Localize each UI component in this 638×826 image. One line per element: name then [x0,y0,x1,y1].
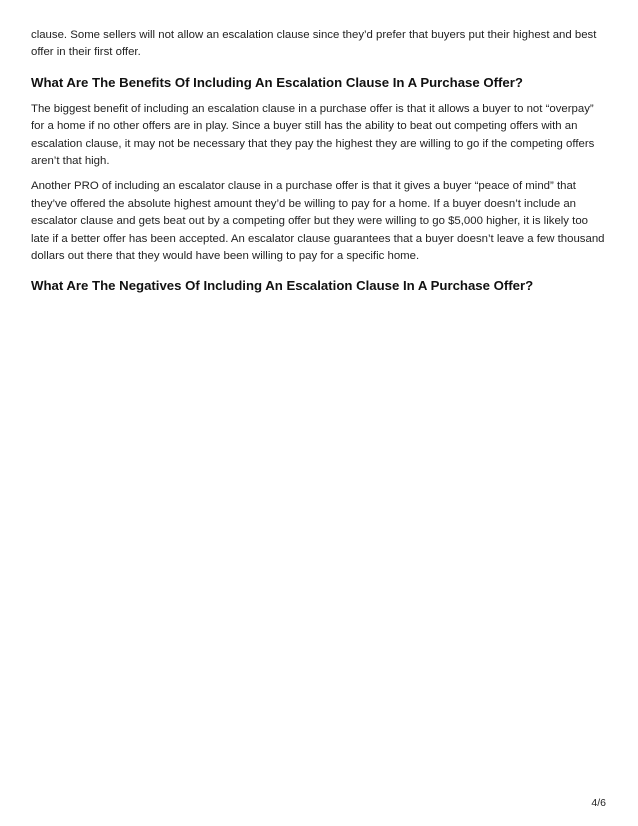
document-page [31,27,609,304]
page-number: 4/6 [591,797,606,809]
benefits-paragraph-2: Another PRO of including an escalator clause in a purchase offer is that it gives a buyer “peace of mind” that they’ve offered the absolute highest amount they’d be willing to pay for a home. If a buyer doesn’t include an escalator clause and gets beat out by a competing offer but they were willing to go $5,000 higher, it is likely too late if a better offer has been accepted. An escalator clause guarantees that a buyer doesn’t leave a few thousand dollars out there that they would have been willing to pay for a specific home. [31,180,605,263]
benefits-paragraph-1: The biggest benefit of including an escalation clause in a purchase offer is that it allows a buyer to not “overpay” for a home if no other offers are in play. Since a buyer still has the ability to beat out competing offers with an escalation clause, it may not be necessary that they pay the highest they are willing to go if the competing offers aren’t that high. [31,102,595,168]
negatives-heading: What Are The Negatives Of Including An Escalation Clause In A Purchase Offer? [31,278,534,294]
benefits-heading: What Are The Benefits Of Including An Escalation Clause In A Purchase Offer? [31,74,523,90]
intro-paragraph: clause. Some sellers will not allow an escalation clause since they’d prefer that buyers put their highest and best offer in their first offer. [31,29,597,59]
